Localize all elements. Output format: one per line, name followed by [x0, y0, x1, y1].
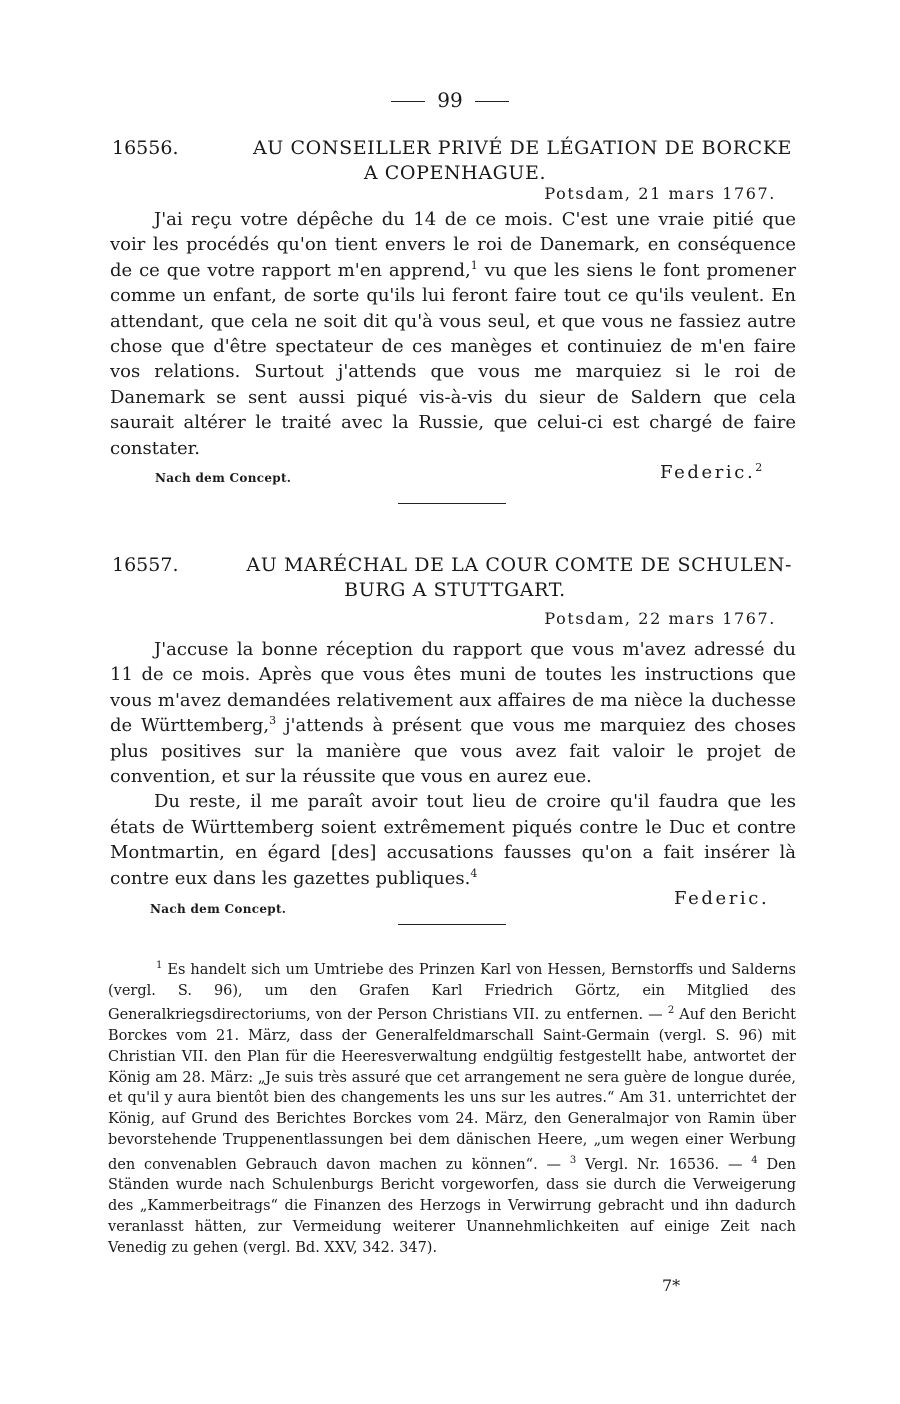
page-header [0, 88, 900, 112]
source-note: Nach dem Concept. [150, 902, 287, 916]
letter-paragraph [110, 207, 796, 461]
section-divider [398, 503, 506, 504]
footnote-1: Es handelt sich um Umtriebe des Prinzen Karl von Hessen, Bernstorffs und Salderns (vergl. S. 96), um den Grafen Karl Friedrich Görtz, ein Mitglied des Generalkriegsdirectoriums, von der Person Christians VII. zu entfernen. — [108, 961, 796, 1024]
letter-title-line1: AU CONSEILLER PRIVÉ DE LÉGATION DE BORCKE [252, 137, 792, 159]
letter-body-16557 [110, 637, 796, 891]
footnote-ref-4: 4 [470, 866, 478, 880]
letter-number: 16556. [112, 137, 179, 159]
signature [660, 462, 765, 483]
footnote-2: Auf den Bericht Borckes vom 21. März, dass der Generalfeldmarschall Saint-Germain (vergl. S. 96) mit Christian VII. den Plan für die Heeresverwaltung endgültig festgestellt habe, antwortet der König am 28. März: „Je suis très assuré que cet arrangement ne sera guère de longue durée, et qu'il y aura bientôt bien des changements les uns sur les autres.“ Am 31. unterrichtet der König, auf Grund des Berichtes Borckes vom 24. März, den Generalmajor von Ramin über bevorstehende Truppenentlassungen bei dem dänischen Heere, „um wegen einer Werbung den convenablen Gebrauch davon machen zu können“. — [108, 1007, 796, 1173]
footnote-3: Vergl. Nr. 16536. — [576, 1156, 752, 1173]
letter-dateline: Potsdam, 21 mars 1767. [544, 184, 776, 203]
letter-number: 16557. [112, 554, 179, 576]
letter-body-16556 [110, 207, 796, 461]
footnote-mark-2: 2 [667, 1005, 675, 1017]
footnotes [108, 956, 796, 1259]
footnote-ref-1: 1 [470, 258, 478, 272]
letter-heading-16556 [112, 136, 792, 186]
letter-heading-line1 [112, 553, 792, 578]
footnote-4: Den Ständen wurde nach Schulenburgs Bericht vorgeworfen, dass sie durch die Verweigerung des „Kammerbeitrags“ die Finanzen des Herzogs in Verwirrung gebracht und ihn dadurch veranlasst hätten, zur Vermeidung weiterer Unannehmlichkeiten auf einige Zeit nach Venedig zu gehen (vergl. Bd. XXV, 342. 347). [108, 1156, 796, 1256]
paragraph-text: J'accuse la bonne réception du rapport que vous m'avez adressé du 11 de ce mois. Après que vous êtes muni de toutes les instructions que vous m'avez demandées relativement aux affaires de ma nièce la duchesse de Württemberg, [110, 639, 796, 737]
sheet-signature: 7* [662, 1276, 681, 1295]
paragraph-text-cont: vu que les siens le font promener comme un enfant, de sorte qu'ils lui feront faire tout ce qu'ils veulent. En attendant, que cela ne soit dit qu'à vous seul, et que vous ne fassiez autre chose que d'être spectateur de ces manèges et continuiez de m'en faire vos relations. Surtout j'attends que vous me marquiez si le roi de Danemark se sent aussi piqué vis-à-vis du sieur de Saldern que cela saurait altérer le traité avec la Russie, que celui-ci est chargé de faire constater. [110, 259, 796, 459]
letter-paragraph [110, 789, 796, 891]
footnote-ref-3: 3 [269, 714, 277, 728]
letter-title-line2: BURG A STUTTGART. [344, 579, 566, 601]
paragraph-text-cont: j'attends à présent que vous me marquiez des choses plus positives sur la manière que vous avez fait valoir le projet de convention, et sur la réussite que vous en aurez eue. [110, 715, 797, 788]
letter-heading-16557 [112, 553, 792, 603]
section-divider [398, 924, 506, 925]
paragraph-text: J'ai reçu votre dépêche du 14 de ce mois. C'est une vraie pitié que voir les procédés qu'on tient envers le roi de Danemark, en conséquence de ce que votre rapport m'en apprend, [110, 209, 796, 281]
signature [674, 888, 769, 909]
letter-title-line2: A COPENHAGUE. [363, 162, 547, 184]
letter-heading-line1 [112, 136, 792, 161]
letter-paragraph [110, 637, 796, 789]
footnote-mark-3: 3 [569, 1154, 577, 1166]
page-number: 99 [437, 88, 463, 112]
paragraph-text: Du reste, il me paraît avoir tout lieu de croire qu'il faudra que les états de Württemberg soient extrêmement piqués contre le Duc et contre Montmartin, en égard [des] accusations fausses qu'on a fait insérer là contre eux dans les gazettes publiques. [110, 791, 796, 889]
footnote-mark-1: 1 [156, 960, 163, 971]
header-dash-right [475, 101, 509, 102]
footnote-mark-4: 4 [751, 1154, 758, 1166]
footnote-ref-2: 2 [755, 461, 765, 474]
header-dash-left [391, 101, 425, 102]
letter-title-line1: AU MARÉCHAL DE LA COUR COMTE DE SCHULEN- [246, 554, 792, 576]
signature-text: Federic. [674, 888, 770, 909]
letter-dateline: Potsdam, 22 mars 1767. [544, 609, 776, 628]
signature-text: Federic. [660, 462, 756, 483]
source-note: Nach dem Concept. [155, 471, 292, 485]
